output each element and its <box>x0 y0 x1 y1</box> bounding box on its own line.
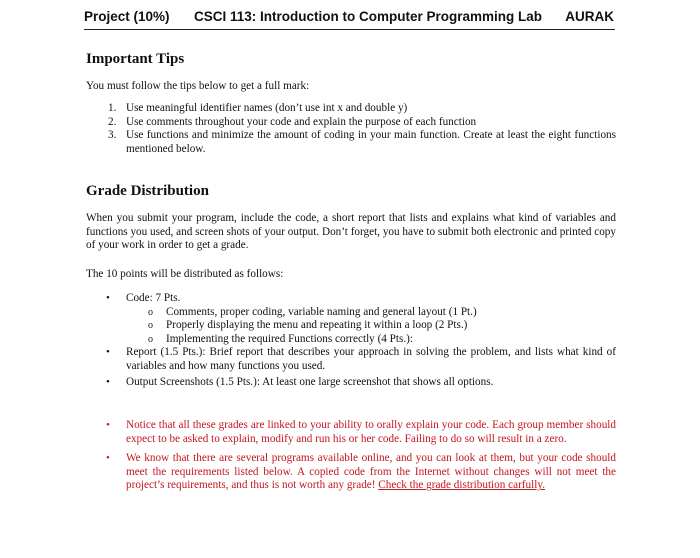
note2-text: We know that there are several programs available online, and you can look at them, but your code should meet the requirements listed below. A copied code from the Internet without changes will not meet the project’s requirements, and thus is not worth any grade! <box>126 452 616 492</box>
report-text: Report (1.5 Pts.): Brief report that describes your approach in solving the problem, and lists what kind of variables and how many functions you used. <box>126 346 616 372</box>
bullet-icon: • <box>106 419 110 431</box>
tips-list <box>86 102 616 156</box>
tips-intro: You must follow the tips below to get a full mark: <box>86 80 310 92</box>
screenshots-text: Output Screenshots (1.5 Pts.): At least one large screenshot that shows all options. <box>126 375 494 388</box>
bullet-icon: • <box>106 452 110 465</box>
code-subitem <box>86 333 616 347</box>
tips-item-number: 3. <box>108 129 117 142</box>
grade-distribution-link[interactable]: Check the grade distribution carfully. <box>378 479 546 492</box>
tips-item-text: Use functions and minimize the amount of coding in your main function. Create at least the eight functions mentioned below. <box>126 129 616 155</box>
grades-list <box>86 292 616 389</box>
tips-item <box>86 102 616 116</box>
header-institution: AURAK <box>565 9 614 24</box>
bullet-icon: • <box>106 292 110 304</box>
page-header <box>84 7 615 30</box>
code-subitem-text: Implementing the required Functions correctly (4 Pts.): <box>166 332 413 345</box>
tips-item-number: 2. <box>108 115 117 128</box>
grade-item-report <box>86 346 616 373</box>
circle-bullet-icon: o <box>148 320 153 332</box>
code-subitem <box>86 306 616 320</box>
grade-item-code <box>86 292 616 306</box>
code-subitem-text: Properly displaying the menu and repeating it within a loop (2 Pts.) <box>166 319 468 332</box>
note-orally-explain <box>86 419 616 446</box>
tips-item-text: Use comments throughout your code and explain the purpose of each function <box>126 115 477 128</box>
bullet-icon: • <box>106 346 110 359</box>
code-label: Code: 7 Pts. <box>126 292 181 304</box>
notes-list <box>86 419 616 493</box>
grades-heading: Grade Distribution <box>86 183 209 199</box>
tips-heading: Important Tips <box>86 51 185 67</box>
grade-item-screenshots <box>86 376 616 390</box>
code-subitem <box>86 319 616 333</box>
bullet-icon: • <box>106 375 110 388</box>
grades-distribution-intro: The 10 points will be distributed as follows: <box>86 268 284 280</box>
header-course-title: CSCI 113: Introduction to Computer Programming Lab <box>194 9 543 24</box>
circle-bullet-icon: o <box>148 333 153 345</box>
note-copied-code <box>86 452 616 493</box>
code-subitem-text: Comments, proper coding, variable naming and general layout (1 Pt.) <box>166 305 477 318</box>
note1-text: Notice that all these grades are linked to your ability to orally explain your code. Each group member should expect to be asked to explain, modify and run his or her code. Failing to do so will result in a zero. <box>126 419 616 445</box>
tips-item-text: Use meaningful identifier names (don’t use int x and double y) <box>126 102 408 114</box>
tips-item <box>86 116 616 130</box>
tips-item <box>86 129 616 156</box>
circle-bullet-icon: o <box>148 306 153 318</box>
tips-item-number: 1. <box>108 102 117 114</box>
header-project: Project (10%) <box>84 9 170 24</box>
grades-intro: When you submit your program, include the code, a short report that lists and explains what kind of variables and functions you used, and screen shots of your output. Don’t forget, you have to submit both electronic and printed copy of your work in order to get a grade. <box>86 212 616 252</box>
